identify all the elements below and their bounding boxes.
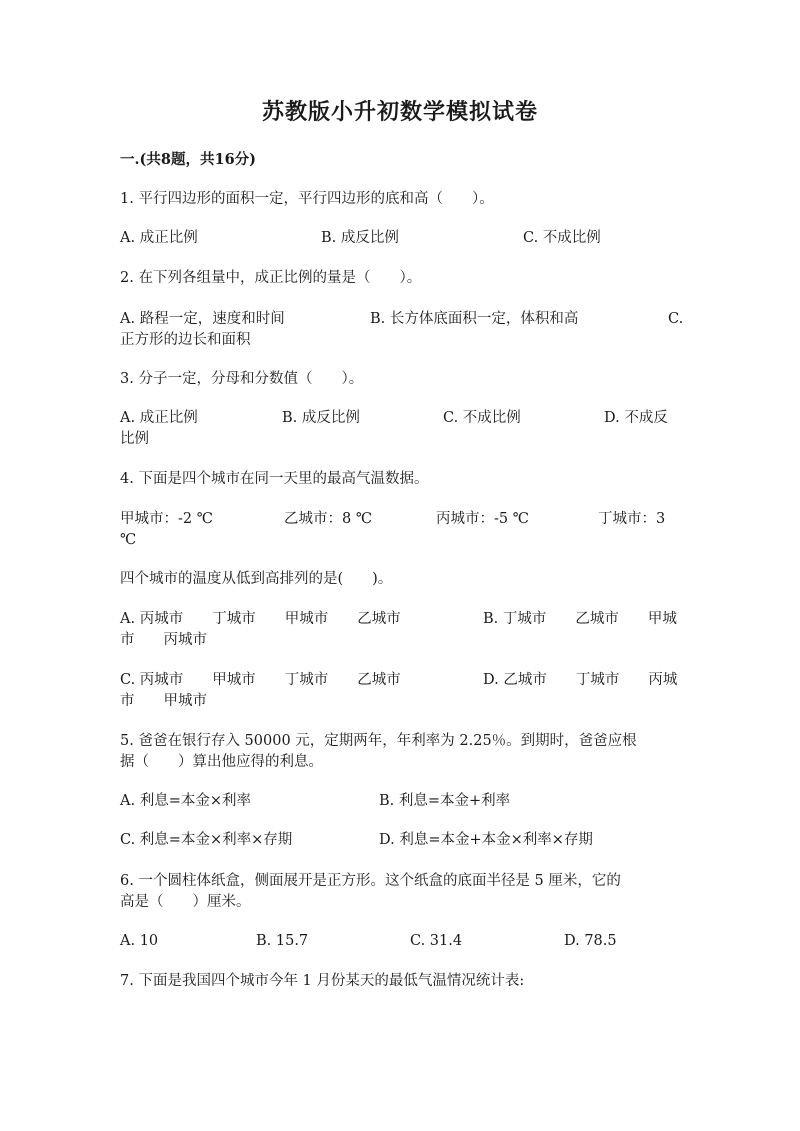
question-4-option-b: B. 丁城市 乙城市 甲城 — [483, 611, 677, 627]
question-6-option-c: C. 31.4 — [410, 933, 463, 949]
question-5-stem-continued: 据（ ）算出他应得的利息。 — [120, 754, 323, 770]
question-2-option-b: B. 长方体底面积一定，体积和高 — [370, 311, 579, 327]
question-4-city-ding-continued: ℃ — [120, 532, 137, 548]
page-title: 苏教版小升初数学模拟试卷 — [261, 99, 538, 125]
question-1-option-b: B. 成反比例 — [321, 230, 399, 246]
question-3-option-d-continued: 比例 — [120, 431, 149, 447]
question-5-option-c: C. 利息=本金×利率×存期 — [120, 832, 293, 848]
question-6-option-d: D. 78.5 — [564, 933, 617, 949]
question-3-option-a: A. 成正比例 — [120, 410, 198, 426]
question-3-option-d: D. 不成反 — [604, 410, 668, 426]
question-4-stem: 4. 下面是四个城市在同一天里的最高气温数据。 — [120, 471, 429, 487]
question-4-city-bing: 丙城市：-5 ℃ — [436, 511, 529, 527]
question-4-city-yi: 乙城市：8 ℃ — [284, 511, 373, 527]
section-heading: 一.(共8题，共16分) — [120, 151, 257, 168]
question-4-option-a: A. 丙城市 丁城市 甲城市 乙城市 — [120, 611, 401, 627]
question-2-option-a: A. 路程一定，速度和时间 — [120, 311, 285, 327]
question-6-stem: 6. 一个圆柱体纸盒，侧面展开是正方形。这个纸盒的底面半径是 5 厘米，它的 — [120, 873, 621, 889]
question-7-stem: 7. 下面是我国四个城市今年 1 月份某天的最低气温情况统计表: — [120, 973, 525, 989]
question-5-stem: 5. 爸爸在银行存入 50000 元，定期两年，年利率为 2.25％。到期时，爸爸应根 — [120, 733, 637, 749]
question-6-stem-continued: 高是（ ）厘米。 — [120, 894, 251, 910]
question-4-city-ding: 丁城市：3 — [598, 511, 666, 527]
question-5-option-b: B. 利息=本金+利率 — [379, 793, 511, 809]
question-1-stem: 1. 平行四边形的面积一定，平行四边形的底和高（ ）。 — [120, 191, 494, 207]
question-3-option-b: B. 成反比例 — [282, 410, 360, 426]
question-4-ask: 四个城市的温度从低到高排列的是( )。 — [120, 571, 393, 587]
question-2-option-c: C. — [668, 311, 684, 327]
question-2-stem: 2. 在下列各组量中，成正比例的量是（ ）。 — [120, 270, 422, 286]
question-5-option-d: D. 利息=本金+本金×利率×存期 — [379, 832, 593, 848]
question-4-option-b-continued: 市 丙城市 — [120, 632, 207, 648]
question-6-option-a: A. 10 — [120, 933, 159, 949]
question-4-option-c: C. 丙城市 甲城市 丁城市 乙城市 — [120, 672, 401, 688]
question-4-option-d: D. 乙城市 丁城市 丙城 — [483, 672, 678, 688]
question-1-option-c: C. 不成比例 — [523, 230, 601, 246]
question-6-option-b: B. 15.7 — [256, 933, 309, 949]
question-2-option-c-continued: 正方形的边长和面积 — [120, 332, 251, 348]
question-5-option-a: A. 利息=本金×利率 — [120, 793, 251, 809]
question-3-stem: 3. 分子一定，分母和分数值（ ）。 — [120, 371, 364, 387]
question-4-city-jia: 甲城市：-2 ℃ — [120, 511, 213, 527]
question-1-option-a: A. 成正比例 — [120, 230, 198, 246]
question-3-option-c: C. 不成比例 — [443, 410, 521, 426]
question-4-option-d-continued: 市 甲城市 — [120, 693, 207, 709]
